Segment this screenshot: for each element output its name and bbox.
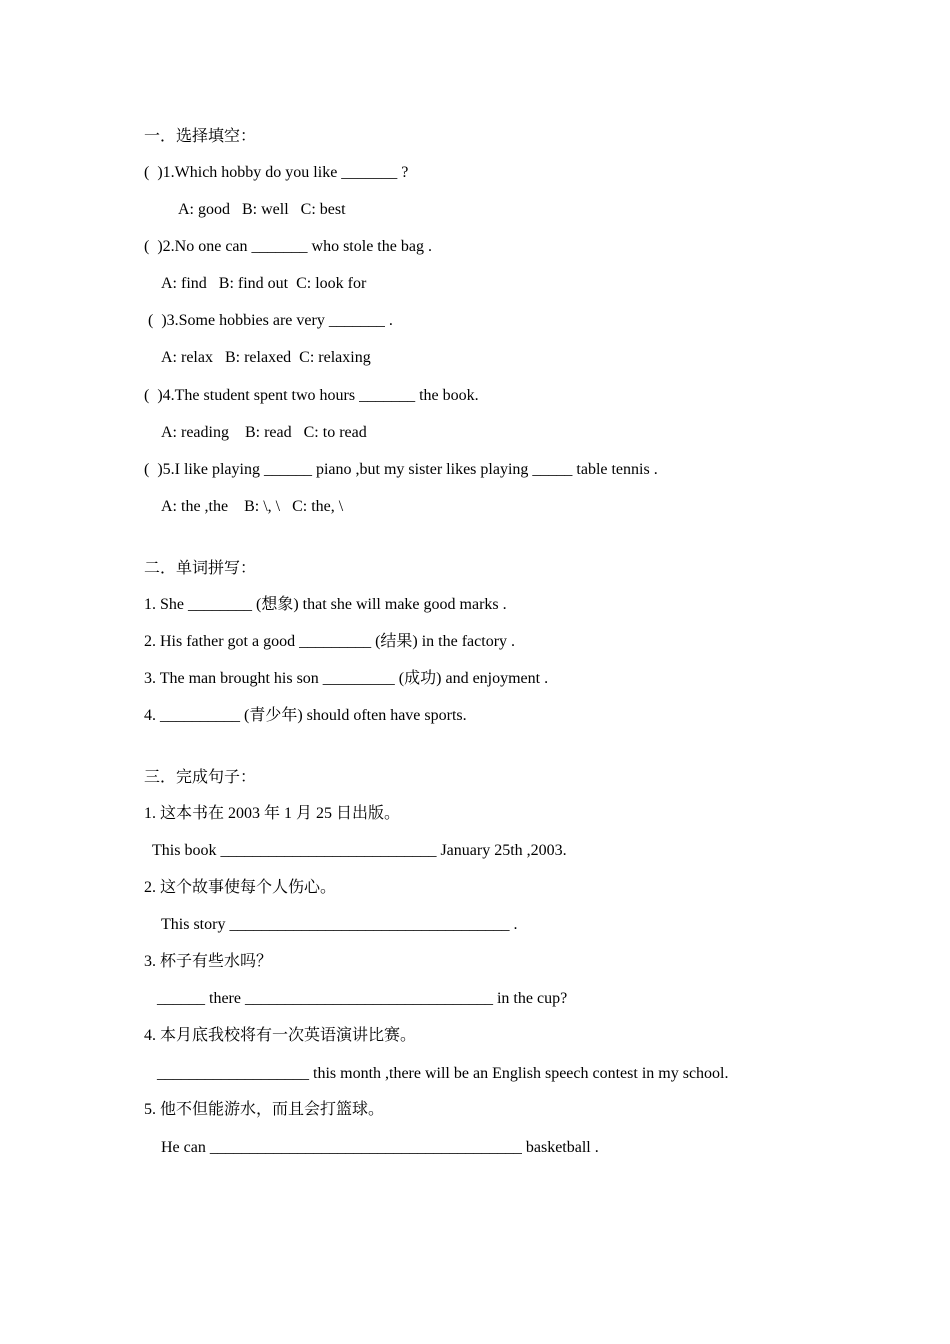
question-1-options: A: good B: well C: best <box>178 201 346 218</box>
question-2-options: A: find B: find out C: look for <box>161 275 367 292</box>
sentence-5-chinese: 5. 他不但能游水，而且会打篮球。 <box>144 1101 385 1118</box>
question-1: ( )1.Which hobby do you like _______ ? <box>144 164 409 181</box>
question-3-options: A: relax B: relaxed C: relaxing <box>161 349 371 366</box>
spelling-4: 4. __________ (青少年) should often have sports. <box>144 707 467 724</box>
sentence-4-chinese: 4. 本月底我校将有一次英语演讲比赛。 <box>144 1027 417 1044</box>
section-3-title: 三．完成句子： <box>144 769 257 786</box>
spelling-1: 1. She ________ (想象) that she will make good marks . <box>144 596 507 613</box>
sentence-1-chinese: 1. 这本书在 2003 年 1 月 25 日出版。 <box>144 805 401 822</box>
sentence-5-english: He can _______________________________________ basketball . <box>161 1139 599 1156</box>
spelling-3: 3. The man brought his son _________ (成功) and enjoyment . <box>144 670 549 687</box>
question-3: ( )3.Some hobbies are very _______ . <box>148 312 393 329</box>
sentence-1-english: This book ___________________________ January 25th ,2003. <box>152 842 567 859</box>
section-2-title: 二．单词拼写： <box>144 560 257 577</box>
question-4: ( )4.The student spent two hours _______ the book. <box>144 387 479 404</box>
question-2: ( )2.No one can _______ who stole the bag . <box>144 238 432 255</box>
question-5: ( )5.I like playing ______ piano ,but my sister likes playing _____ table tennis . <box>144 461 658 478</box>
sentence-4-english: ___________________ this month ,there will be an English speech contest in my school. <box>157 1065 729 1082</box>
sentence-3-english: ______ there _______________________________ in the cup? <box>157 990 568 1007</box>
spelling-2: 2. His father got a good _________ (结果) in the factory . <box>144 633 516 650</box>
sentence-2-chinese: 2. 这个故事使每个人伤心。 <box>144 879 337 896</box>
section-1-title: 一．选择填空： <box>144 128 257 145</box>
question-4-options: A: reading B: read C: to read <box>161 424 367 441</box>
question-5-options: A: the ,the B: \, \ C: the, \ <box>161 498 344 515</box>
sentence-3-chinese: 3. 杯子有些水吗？ <box>144 953 273 970</box>
sentence-2-english: This story ___________________________________ . <box>161 916 518 933</box>
